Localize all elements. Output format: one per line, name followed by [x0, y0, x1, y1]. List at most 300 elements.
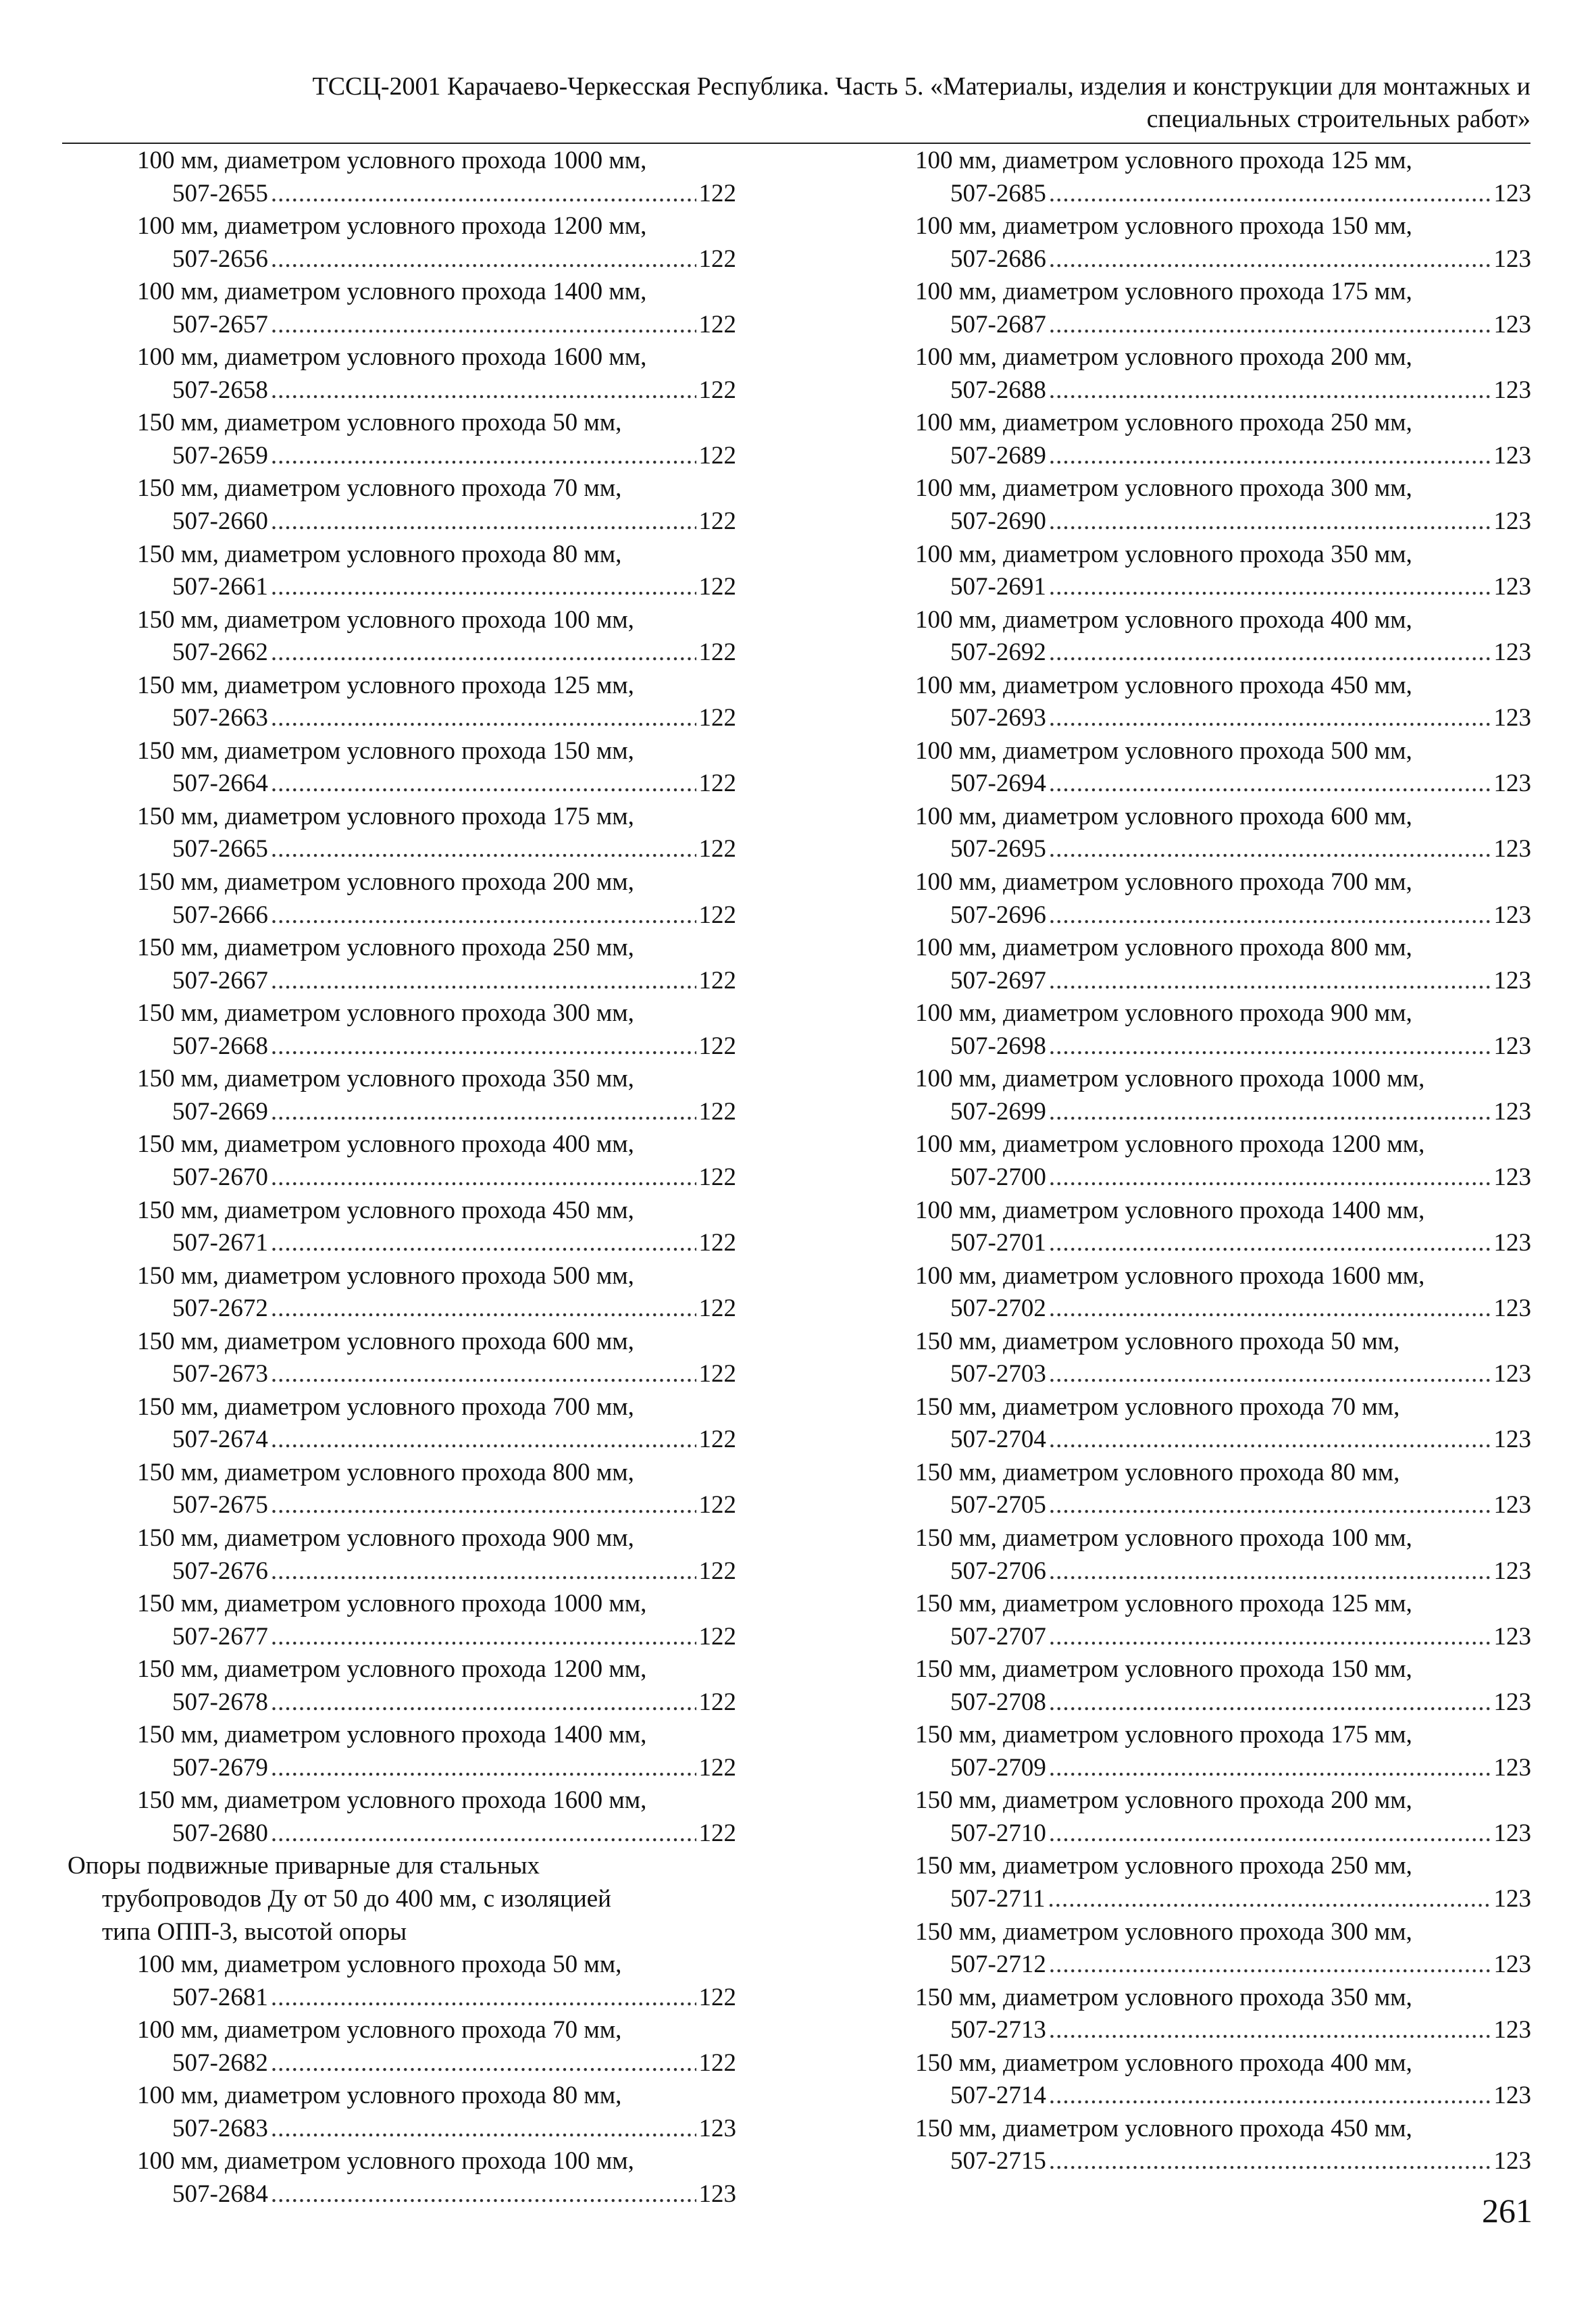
index-entry [915, 1194, 1531, 1260]
entry-code-row [915, 636, 1531, 670]
header-line-1: ТССЦ-2001 Карачаево-Черкесская Республика. Часть 5. «Материалы, изделия и конструкции для монтажных и [312, 72, 1530, 101]
index-entry [68, 276, 736, 341]
entry-page-ref: 122 [698, 1229, 736, 1257]
entry-description: 150 мм, диаметром условного прохода 80 мм, [137, 540, 622, 568]
index-entry [915, 2113, 1531, 2178]
index-entry [915, 1522, 1531, 1588]
dot-leader [1049, 768, 1491, 801]
dot-leader [271, 440, 696, 473]
entry-code-row [68, 768, 736, 801]
header-line-2: специальных строительных работ» [1146, 105, 1530, 133]
entry-description: 100 мм, диаметром условного прохода 900 мм, [915, 999, 1412, 1028]
index-column-left [68, 145, 736, 2211]
entry-description: 150 мм, диаметром условного прохода 450 мм, [137, 1196, 634, 1224]
dot-leader [271, 1227, 696, 1260]
entry-page-ref: 123 [1493, 1819, 1531, 1847]
index-entry [68, 210, 736, 276]
entry-description: 100 мм, диаметром условного прохода 70 мм, [137, 2016, 622, 2044]
entry-page-ref: 122 [698, 376, 736, 404]
index-entry [915, 932, 1531, 997]
entry-page-ref: 123 [1493, 2082, 1531, 2110]
entry-code: 507-2712 [950, 1951, 1046, 1979]
index-entry [915, 1260, 1531, 1326]
entry-code: 507-2664 [172, 770, 268, 798]
dot-leader [271, 505, 696, 538]
entry-description: 150 мм, диаметром условного прохода 400 мм, [915, 2048, 1412, 2077]
dot-leader [1049, 1424, 1491, 1457]
entry-description: 100 мм, диаметром условного прохода 1000 мм, [137, 147, 647, 174]
dot-leader [1049, 1686, 1491, 1719]
dot-leader [1048, 1883, 1491, 1916]
entry-code: 507-2707 [950, 1622, 1046, 1651]
index-entry [915, 1784, 1531, 1850]
entry-code-row [68, 636, 736, 670]
entry-description: 100 мм, диаметром условного прохода 700 мм, [915, 868, 1412, 897]
entry-code-row [68, 1555, 736, 1588]
dot-leader [271, 702, 696, 735]
dot-leader [1049, 899, 1491, 932]
entry-description: 150 мм, диаметром условного прохода 50 мм, [915, 1327, 1400, 1355]
entry-page-ref: 122 [698, 2048, 736, 2077]
entry-description: 100 мм, диаметром условного прохода 300 мм, [915, 474, 1412, 503]
entry-code: 507-2709 [950, 1753, 1046, 1782]
entry-code-row [915, 440, 1531, 473]
group-heading-line: типа ОПП-3, высотой опоры [102, 1917, 407, 1946]
entry-description: 150 мм, диаметром условного прохода 175 мм, [137, 802, 634, 830]
dot-leader [1049, 1555, 1491, 1588]
index-entry [915, 407, 1531, 472]
entry-description: 100 мм, диаметром условного прохода 400 мм, [915, 605, 1412, 634]
entry-code: 507-2678 [172, 1688, 268, 1716]
index-entry [68, 866, 736, 932]
entry-page-ref: 123 [1493, 573, 1531, 601]
entry-code: 507-2715 [950, 2147, 1046, 2175]
entry-code-row [68, 1161, 736, 1194]
entry-code-row [915, 1161, 1531, 1194]
index-entry [915, 538, 1531, 604]
index-entry [915, 1588, 1531, 1653]
entry-description: 150 мм, диаметром условного прохода 70 мм, [915, 1392, 1400, 1421]
dot-leader [1049, 1161, 1491, 1194]
entry-code: 507-2679 [172, 1753, 268, 1782]
index-entry [68, 1391, 736, 1457]
index-entry [915, 1391, 1531, 1457]
index-entry [915, 1457, 1531, 1522]
entry-code: 507-2694 [950, 770, 1046, 798]
dot-leader [271, 571, 696, 604]
dot-leader [1049, 1948, 1491, 1982]
dot-leader [1049, 1358, 1491, 1391]
index-entry [68, 2080, 736, 2145]
entry-page-ref: 122 [698, 1426, 736, 1454]
dot-leader [271, 178, 696, 211]
dot-leader [1049, 702, 1491, 735]
dot-leader [271, 1489, 696, 1522]
entry-code-row [915, 1292, 1531, 1326]
index-entry [915, 1982, 1531, 2047]
entry-code-row [915, 505, 1531, 538]
entry-page-ref: 122 [698, 638, 736, 667]
entry-description: 150 мм, диаметром условного прохода 125 мм, [915, 1590, 1412, 1618]
entry-description: 100 мм, диаметром условного прохода 80 мм, [137, 2082, 622, 2110]
entry-page-ref: 122 [698, 245, 736, 273]
entry-page-ref: 123 [698, 2180, 736, 2208]
entry-page-ref: 122 [698, 1097, 736, 1126]
entry-page-ref: 122 [698, 1622, 736, 1651]
entry-page-ref: 123 [1493, 1491, 1531, 1519]
index-entry [68, 472, 736, 538]
dot-leader [1049, 505, 1491, 538]
entry-code-row [68, 702, 736, 735]
entry-code: 507-2685 [950, 179, 1046, 207]
entry-code: 507-2655 [172, 179, 268, 207]
entry-description: 150 мм, диаметром условного прохода 150 мм, [137, 736, 634, 765]
entry-page-ref: 122 [698, 1983, 736, 2011]
entry-page-ref: 123 [1493, 310, 1531, 338]
index-entry [68, 1948, 736, 2014]
entry-code-row [915, 1358, 1531, 1391]
entry-description: 150 мм, диаметром условного прохода 100 мм, [137, 605, 634, 634]
entry-code-row [68, 1227, 736, 1260]
entry-page-ref: 123 [1493, 901, 1531, 929]
index-entry [915, 2047, 1531, 2113]
entry-code: 507-2676 [172, 1557, 268, 1585]
entry-page-ref: 123 [1493, 1688, 1531, 1716]
entry-code-row [68, 1982, 736, 2015]
entry-code: 507-2711 [950, 1884, 1046, 1913]
entry-page-ref: 123 [1493, 376, 1531, 404]
entry-code: 507-2688 [950, 376, 1046, 404]
page-number: 261 [1482, 2192, 1533, 2230]
index-entry [915, 1850, 1531, 1915]
entry-description: 150 мм, диаметром условного прохода 100 мм, [915, 1524, 1412, 1552]
entry-description: 150 мм, диаметром условного прохода 700 мм, [137, 1392, 634, 1421]
entry-page-ref: 123 [1493, 1032, 1531, 1060]
entry-code: 507-2670 [172, 1163, 268, 1191]
entry-page-ref: 123 [1493, 2016, 1531, 2044]
index-entry [68, 2145, 736, 2211]
dot-leader [1049, 2080, 1491, 2113]
entry-page-ref: 122 [698, 1753, 736, 1782]
index-entry [68, 997, 736, 1063]
entry-code-row [68, 309, 736, 342]
dot-leader [271, 1358, 696, 1391]
entry-code-row [915, 2014, 1531, 2047]
entry-code-row [68, 571, 736, 604]
entry-code: 507-2667 [172, 966, 268, 995]
dot-leader [1049, 374, 1491, 407]
entry-code: 507-2708 [950, 1688, 1046, 1716]
group-heading-line: трубопроводов Ду от 50 до 400 мм, с изоляцией [102, 1884, 611, 1913]
entry-description: 150 мм, диаметром условного прохода 400 мм, [137, 1130, 634, 1159]
entry-description: 100 мм, диаметром условного прохода 100 мм, [137, 2147, 634, 2175]
entry-description: 150 мм, диаметром условного прохода 50 мм, [137, 409, 622, 437]
entry-code-row [68, 2113, 736, 2146]
entry-code-row [68, 1621, 736, 1654]
entry-code-row [68, 178, 736, 211]
dot-leader [1049, 965, 1491, 998]
entry-code-row [68, 440, 736, 473]
entry-code-row [915, 243, 1531, 276]
entry-code-row [68, 374, 736, 407]
entry-page-ref: 123 [698, 2114, 736, 2142]
index-entry [915, 210, 1531, 276]
group-heading-line: Опоры подвижные приварные для стальных [68, 1852, 540, 1880]
entry-description: 100 мм, диаметром условного прохода 350 мм, [915, 540, 1412, 568]
dot-leader [1049, 1227, 1491, 1260]
dot-leader [1049, 1752, 1491, 1785]
index-entry [68, 1194, 736, 1260]
entry-page-ref: 123 [1493, 507, 1531, 536]
entry-description: 150 мм, диаметром условного прохода 300 мм, [915, 1917, 1412, 1946]
dot-leader [271, 2047, 696, 2080]
entry-page-ref: 123 [1493, 1951, 1531, 1979]
entry-description: 150 мм, диаметром условного прохода 600 мм, [137, 1327, 634, 1355]
entry-code: 507-2697 [950, 966, 1046, 995]
entry-page-ref: 122 [698, 1032, 736, 1060]
entry-page-ref: 122 [698, 1819, 736, 1847]
entry-page-ref: 122 [698, 835, 736, 863]
dot-leader [1049, 440, 1491, 473]
index-entry [68, 2014, 736, 2080]
dot-leader [271, 1555, 696, 1588]
entry-page-ref: 122 [698, 1360, 736, 1388]
index-entry [68, 1128, 736, 1194]
entry-page-ref: 123 [1493, 1294, 1531, 1323]
entry-description: 150 мм, диаметром условного прохода 250 мм, [915, 1852, 1412, 1880]
index-entry [68, 341, 736, 407]
dot-leader [271, 374, 696, 407]
entry-description: 150 мм, диаметром условного прохода 250 мм, [137, 934, 634, 962]
entry-code: 507-2668 [172, 1032, 268, 1060]
dot-leader [271, 243, 696, 276]
entry-code-row [915, 1424, 1531, 1457]
index-entry [68, 604, 736, 670]
entry-description: 100 мм, диаметром условного прохода 150 мм, [915, 212, 1412, 241]
entry-code: 507-2689 [950, 441, 1046, 470]
dot-leader [271, 1621, 696, 1654]
index-entry [68, 145, 736, 210]
index-entry [915, 1916, 1531, 1982]
entry-code: 507-2659 [172, 441, 268, 470]
entry-code: 507-2713 [950, 2016, 1046, 2044]
entry-description: 100 мм, диаметром условного прохода 1200 мм, [915, 1130, 1425, 1159]
index-entry [915, 1653, 1531, 1719]
index-entry [915, 604, 1531, 670]
index-entry [915, 1719, 1531, 1784]
entry-code-row [68, 1030, 736, 1063]
entry-page-ref: 122 [698, 1491, 736, 1519]
dot-leader [1049, 1817, 1491, 1851]
entry-code-row [915, 1817, 1531, 1851]
dot-leader [271, 833, 696, 866]
index-entry [915, 145, 1531, 210]
entry-code: 507-2699 [950, 1097, 1046, 1126]
entry-page-ref: 122 [698, 441, 736, 470]
entry-code: 507-2710 [950, 1819, 1046, 1847]
entry-code: 507-2666 [172, 901, 268, 929]
index-entry [68, 735, 736, 801]
entry-code: 507-2680 [172, 1819, 268, 1847]
entry-code: 507-2657 [172, 310, 268, 338]
entry-code-row [915, 702, 1531, 735]
dot-leader [1049, 2014, 1491, 2047]
entry-page-ref: 122 [698, 704, 736, 732]
entry-code: 507-2703 [950, 1360, 1046, 1388]
entry-description: 100 мм, диаметром условного прохода 175 мм, [915, 278, 1412, 306]
index-entry [68, 1653, 736, 1719]
entry-page-ref: 122 [698, 310, 736, 338]
dot-leader [271, 636, 696, 670]
entry-description: 100 мм, диаметром условного прохода 600 мм, [915, 802, 1412, 830]
entry-description: 100 мм, диаметром условного прохода 800 мм, [915, 934, 1412, 962]
entry-description: 100 мм, диаметром условного прохода 1600 мм, [915, 1261, 1425, 1290]
entry-code: 507-2658 [172, 376, 268, 404]
running-header [62, 70, 1530, 135]
entry-code-row [915, 1489, 1531, 1522]
index-entry [68, 1063, 736, 1128]
index-entry [68, 407, 736, 472]
entry-description: 100 мм, диаметром условного прохода 500 мм, [915, 736, 1412, 765]
index-entry [915, 341, 1531, 407]
entry-description: 150 мм, диаметром условного прохода 125 мм, [137, 671, 634, 699]
entry-page-ref: 122 [698, 901, 736, 929]
index-entry [68, 1784, 736, 1850]
dot-leader [1049, 1621, 1491, 1654]
entry-code-row [68, 2047, 736, 2080]
entry-code: 507-2682 [172, 2048, 268, 2077]
index-entry [68, 932, 736, 997]
dot-leader [271, 1982, 696, 2015]
header-divider [62, 143, 1530, 144]
entry-code: 507-2704 [950, 1426, 1046, 1454]
entry-description: 150 мм, диаметром условного прохода 80 мм, [915, 1458, 1400, 1486]
entry-page-ref: 123 [1493, 441, 1531, 470]
dot-leader [271, 1292, 696, 1326]
group-heading [68, 1850, 736, 1948]
entry-code: 507-2696 [950, 901, 1046, 929]
entry-description: 100 мм, диаметром условного прохода 1200 мм, [137, 212, 647, 241]
entry-code-row [68, 1358, 736, 1391]
entry-code-row [915, 571, 1531, 604]
entry-page-ref: 123 [1493, 966, 1531, 995]
dot-leader [271, 2113, 696, 2146]
index-entry [915, 735, 1531, 801]
entry-page-ref: 123 [1493, 1097, 1531, 1126]
entry-code: 507-2698 [950, 1032, 1046, 1060]
entry-page-ref: 122 [698, 573, 736, 601]
entry-page-ref: 122 [698, 507, 736, 536]
entry-page-ref: 123 [1493, 1622, 1531, 1651]
dot-leader [271, 2178, 696, 2211]
entry-code-row [915, 1621, 1531, 1654]
entry-page-ref: 122 [698, 1557, 736, 1585]
dot-leader [1049, 1292, 1491, 1326]
entry-code-row [915, 178, 1531, 211]
entry-code-row [915, 1227, 1531, 1260]
entry-page-ref: 123 [1493, 704, 1531, 732]
entry-page-ref: 123 [1493, 1426, 1531, 1454]
entry-description: 100 мм, диаметром условного прохода 450 мм, [915, 671, 1412, 699]
entry-code-row [68, 1292, 736, 1326]
entry-code: 507-2662 [172, 638, 268, 667]
entry-code: 507-2660 [172, 507, 268, 536]
entry-page-ref: 123 [1493, 638, 1531, 667]
index-entry [68, 1326, 736, 1391]
index-entry [915, 1128, 1531, 1194]
entry-page-ref: 123 [1493, 179, 1531, 207]
entry-code-row [915, 309, 1531, 342]
entry-description: 150 мм, диаметром условного прохода 70 мм, [137, 474, 622, 503]
index-entry [68, 1719, 736, 1784]
entry-description: 100 мм, диаметром условного прохода 125 мм, [915, 147, 1412, 174]
dot-leader [271, 899, 696, 932]
entry-code-row [68, 1686, 736, 1719]
entry-code-row [68, 505, 736, 538]
entry-code: 507-2681 [172, 1983, 268, 2011]
entry-code: 507-2656 [172, 245, 268, 273]
index-entry [68, 1260, 736, 1326]
entry-code: 507-2687 [950, 310, 1046, 338]
index-entry [68, 538, 736, 604]
entry-page-ref: 123 [1493, 245, 1531, 273]
entry-code-row [915, 2080, 1531, 2113]
dot-leader [1049, 1096, 1491, 1129]
entry-description: 150 мм, диаметром условного прохода 1200 мм, [137, 1655, 647, 1684]
entry-description: 100 мм, диаметром условного прохода 1600 мм, [137, 343, 647, 372]
dot-leader [1049, 1489, 1491, 1522]
index-entry [915, 276, 1531, 341]
entry-code-row [915, 1096, 1531, 1129]
dot-leader [271, 965, 696, 998]
index-entry [915, 1063, 1531, 1128]
index-column-right [915, 145, 1531, 2178]
entry-description: 150 мм, диаметром условного прохода 350 мм, [915, 1983, 1412, 2011]
entry-code: 507-2677 [172, 1622, 268, 1651]
entry-page-ref: 123 [1493, 770, 1531, 798]
entry-page-ref: 123 [1493, 1557, 1531, 1585]
entry-page-ref: 123 [1493, 835, 1531, 863]
entry-description: 100 мм, диаметром условного прохода 200 мм, [915, 343, 1412, 372]
entry-description: 150 мм, диаметром условного прохода 350 мм, [137, 1065, 634, 1093]
entry-description: 150 мм, диаметром условного прохода 300 мм, [137, 999, 634, 1028]
entry-code: 507-2701 [950, 1229, 1046, 1257]
entry-code: 507-2693 [950, 704, 1046, 732]
index-entry [915, 866, 1531, 932]
entry-page-ref: 122 [698, 1163, 736, 1191]
entry-description: 150 мм, диаметром условного прохода 500 мм, [137, 1261, 634, 1290]
entry-description: 150 мм, диаметром условного прохода 450 мм, [915, 2114, 1412, 2142]
entry-code: 507-2663 [172, 704, 268, 732]
dot-leader [271, 768, 696, 801]
entry-code: 507-2673 [172, 1360, 268, 1388]
index-entry [68, 801, 736, 866]
entry-description: 150 мм, диаметром условного прохода 1600 мм, [137, 1786, 647, 1815]
entry-code-row [915, 1752, 1531, 1785]
entry-page-ref: 123 [1493, 1229, 1531, 1257]
entry-description: 100 мм, диаметром условного прохода 50 мм, [137, 1951, 622, 1979]
index-entry [915, 670, 1531, 735]
dot-leader [271, 1686, 696, 1719]
entry-code-row [915, 1686, 1531, 1719]
entry-description: 100 мм, диаметром условного прохода 250 мм, [915, 409, 1412, 437]
entry-code-row [915, 374, 1531, 407]
entry-page-ref: 122 [698, 966, 736, 995]
dot-leader [1049, 1030, 1491, 1063]
entry-code: 507-2665 [172, 835, 268, 863]
entry-description: 150 мм, диаметром условного прохода 1400 мм, [137, 1721, 647, 1749]
index-entry [915, 1326, 1531, 1391]
